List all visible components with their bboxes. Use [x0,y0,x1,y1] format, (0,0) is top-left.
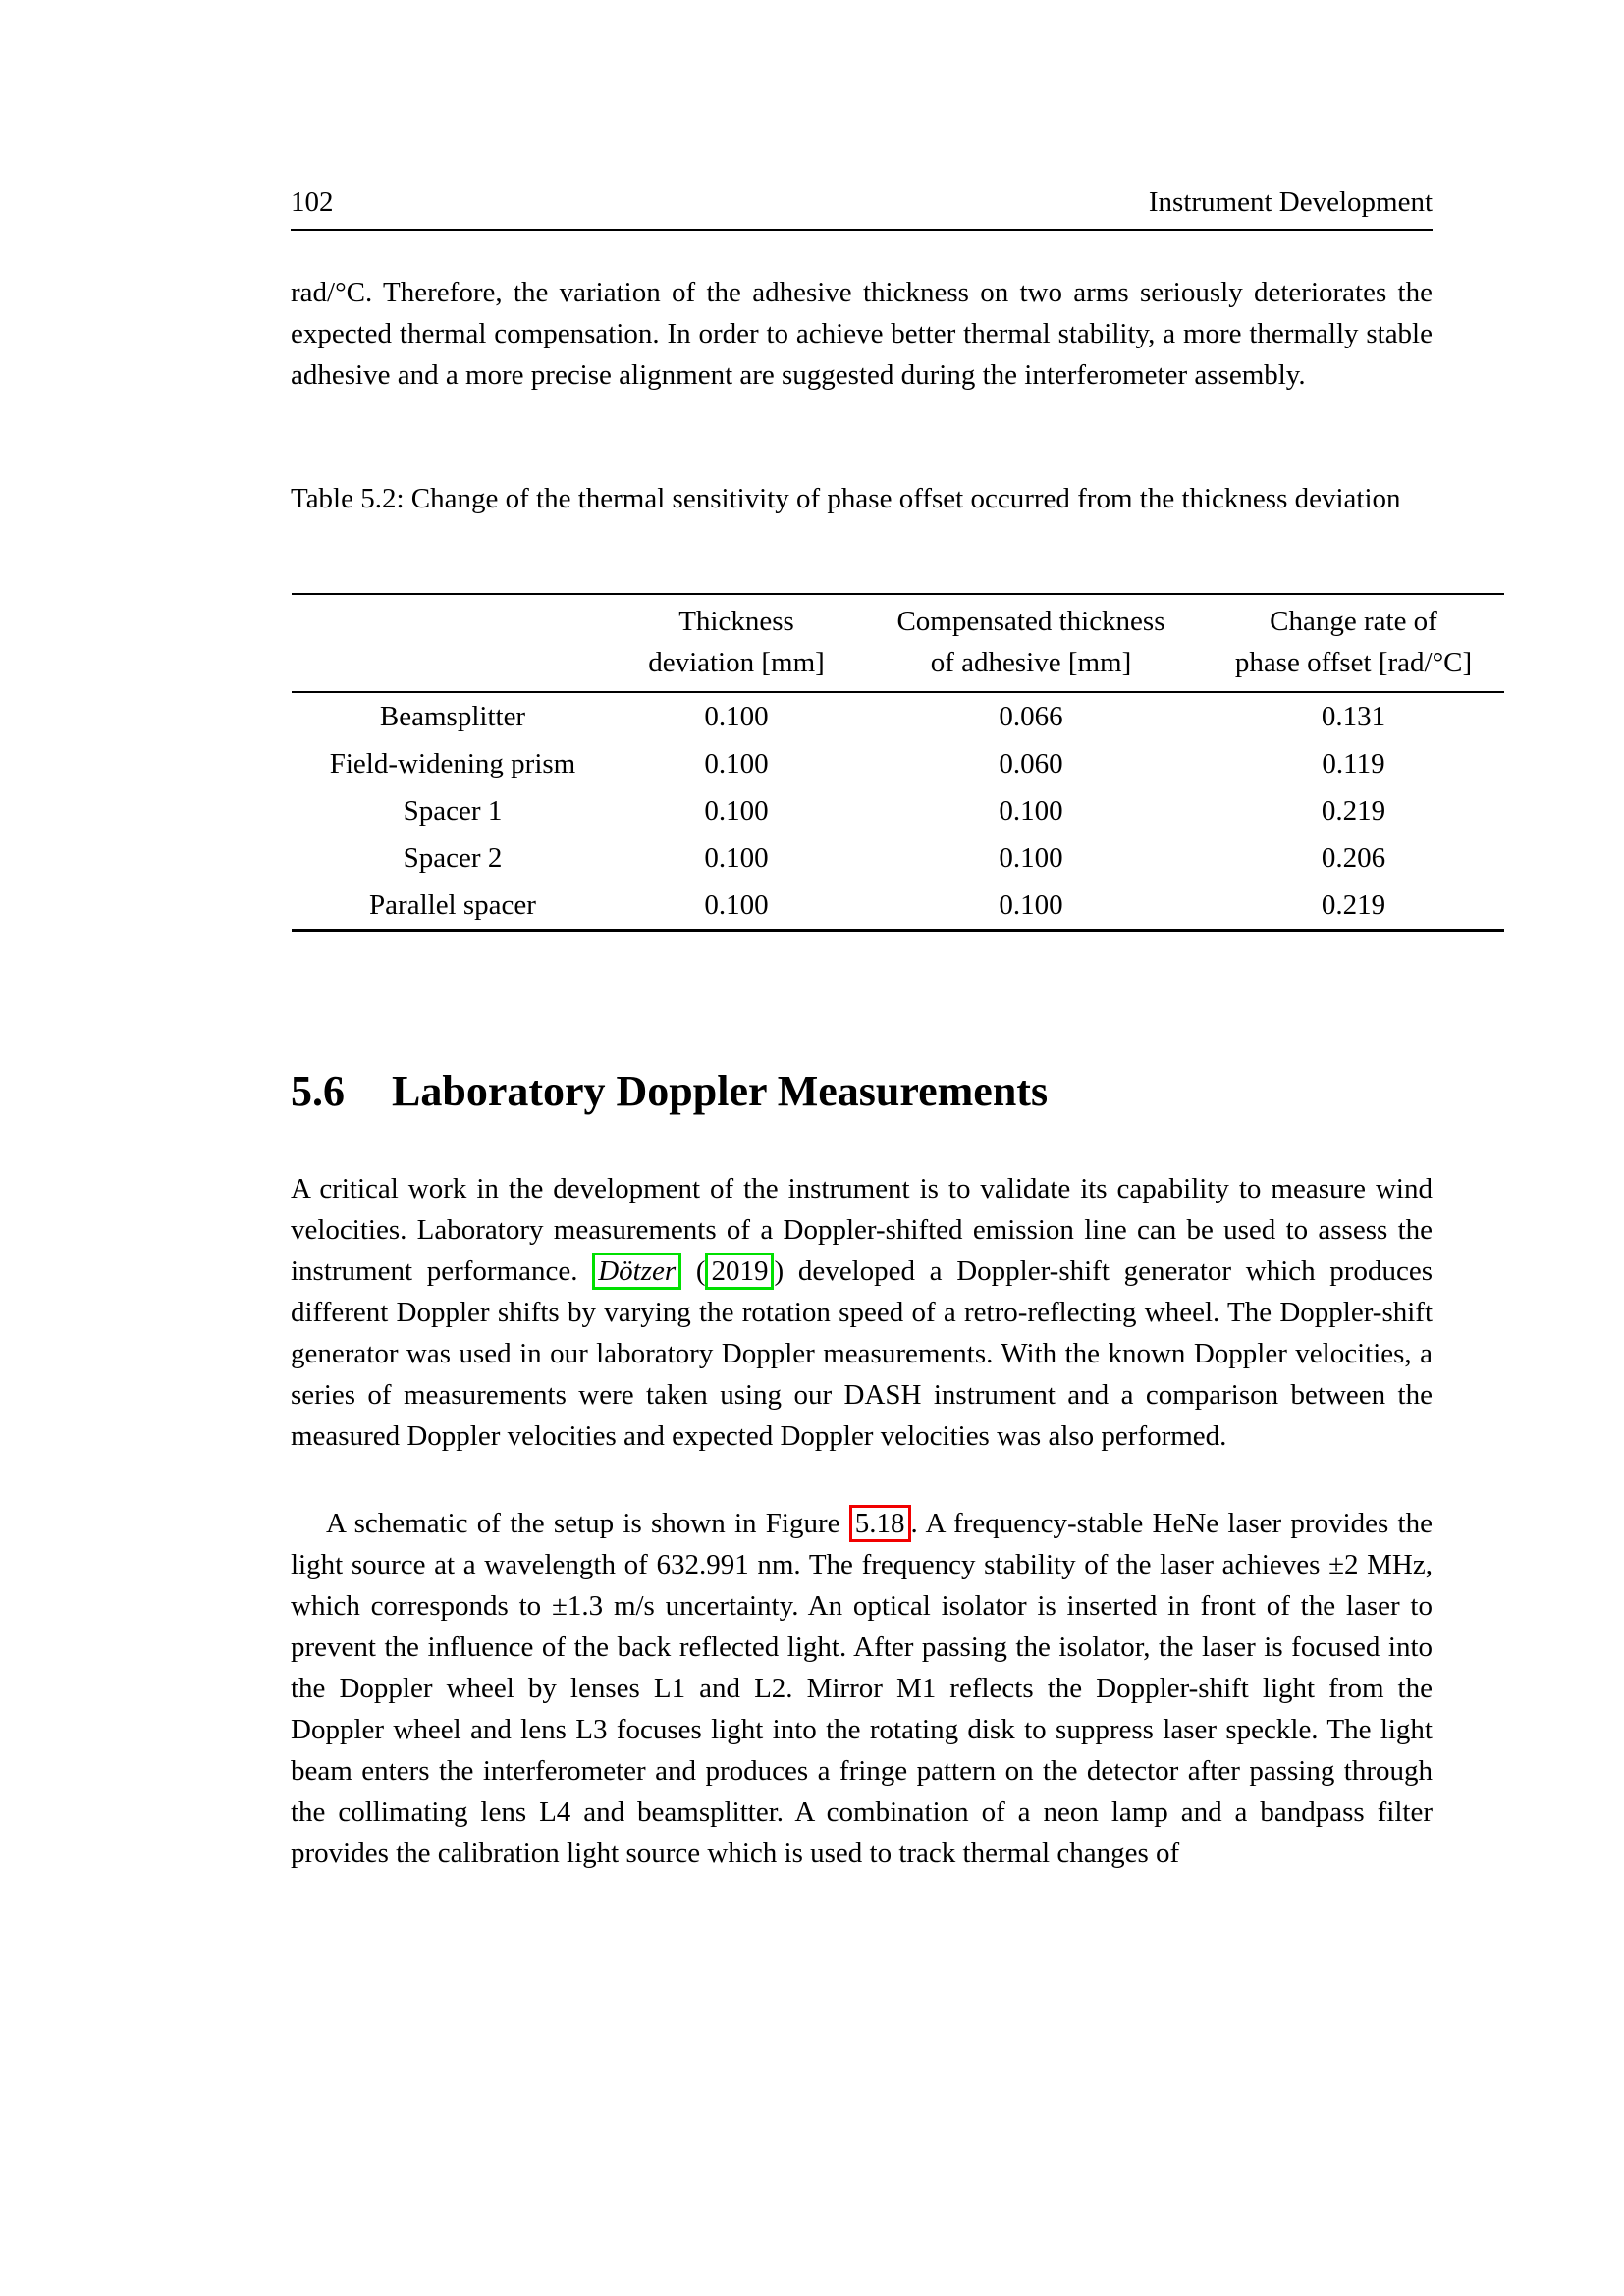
column-header-component [292,594,614,692]
cell-change-rate: 0.119 [1322,747,1385,779]
table-row [292,692,1504,740]
row-label: Spacer 1 [403,794,503,827]
cell-change-rate: 0.219 [1321,888,1386,921]
column-header-thickness-deviation: Thickness deviation [mm] [614,594,859,692]
citation-year-link[interactable]: 2019 [705,1253,774,1290]
cell-thickness-deviation: 0.100 [704,841,769,874]
cell-compensated-thickness: 0.060 [999,747,1063,779]
doppler-measurements-paragraph [291,1168,1433,1457]
paragraph-text: ) developed a Doppler-shift generator which produces different Doppler shifts by varying the rotation speed of a retro-reflecting wheel. The Doppler-shift generator was used in our laboratory Doppler measurements. With the known Doppler velocities, a series of measurements were taken using our DASH instrument and a comparison between the measured Doppler velocities and expected Doppler velocities was also performed. [291,1255,1433,1452]
table-row [292,740,1504,787]
column-header-compensated-thickness: Compensated thickness of adhesive [mm] [859,594,1203,692]
section-title: Laboratory Doppler Measurements [392,1067,1049,1115]
cell-change-rate: 0.131 [1321,700,1386,732]
cell-thickness-deviation: 0.100 [704,700,769,732]
row-label: Beamsplitter [379,700,526,732]
figure-reference-link[interactable]: 5.18 [849,1505,911,1542]
section-heading [291,1067,1433,1116]
table-row [292,787,1504,834]
citation-author-link[interactable]: Dötzer [592,1253,681,1290]
cell-compensated-thickness: 0.100 [999,841,1063,874]
page-number: 102 [291,187,334,218]
paragraph-text: A critical work in the development of the instrument is to validate its capability to measure wind velocities. Laboratory measurements of a Doppler-shifted emission line can be used to assess the instrument performance. [291,1173,1433,1287]
row-label: Spacer 2 [403,841,503,874]
section-number: 5.6 [291,1067,345,1115]
table-caption: Table 5.2: Change of the thermal sensitivity of phase offset occurred from the thickness deviation [291,483,1401,514]
cell-compensated-thickness: 0.100 [999,888,1063,921]
table-header-row [292,594,1504,692]
intro-paragraph: rad/°C. Therefore, the variation of the adhesive thickness on two arms seriously deteriorates the expected thermal compensation. In order to achieve better thermal stability, a more thermally stable adhesive and a more precise alignment are suggested during the interferometer assembly. [291,277,1433,391]
cell-change-rate: 0.219 [1321,794,1386,827]
thermal-sensitivity-table [292,593,1504,932]
paragraph-text: . A frequency-stable HeNe laser provides the light source at a wavelength of 632.991 nm. The frequency stability of the laser achieves ±2 MHz, which corresponds to ±1.3 m/s uncertainty. An optical isolator is inserted in front of the laser to prevent the influence of the back reflected light. After passing the isolator, the laser is focused into the Doppler wheel by lenses L1 and L2. Mirror M1 reflects the Doppler-shift light from the Doppler wheel and lens L3 focuses light into the rotating disk to suppress laser speckle. The light beam enters the interferometer and produces a fringe pattern on the detector after passing through the collimating lens L4 and beamsplitter. A combination of a neon lamp and a bandpass filter provides the calibration light source which is used to track thermal changes of [291,1508,1433,1869]
cell-thickness-deviation: 0.100 [704,747,769,779]
column-header-change-rate: Change rate of phase offset [rad/°C] [1203,594,1504,692]
paragraph-text: ( [681,1255,706,1287]
cell-change-rate: 0.206 [1321,841,1386,874]
page-header [291,187,1433,231]
cell-thickness-deviation: 0.100 [704,888,769,921]
cell-compensated-thickness: 0.100 [999,794,1063,827]
paragraph-text: A schematic of the setup is shown in Figure [326,1508,849,1539]
row-label: Field-widening prism [329,747,576,779]
running-title: Instrument Development [1148,187,1433,218]
table-row [292,881,1504,931]
cell-thickness-deviation: 0.100 [704,794,769,827]
row-label: Parallel spacer [369,888,536,921]
table-row [292,834,1504,881]
setup-paragraph [291,1503,1433,1874]
cell-compensated-thickness: 0.066 [999,700,1063,732]
